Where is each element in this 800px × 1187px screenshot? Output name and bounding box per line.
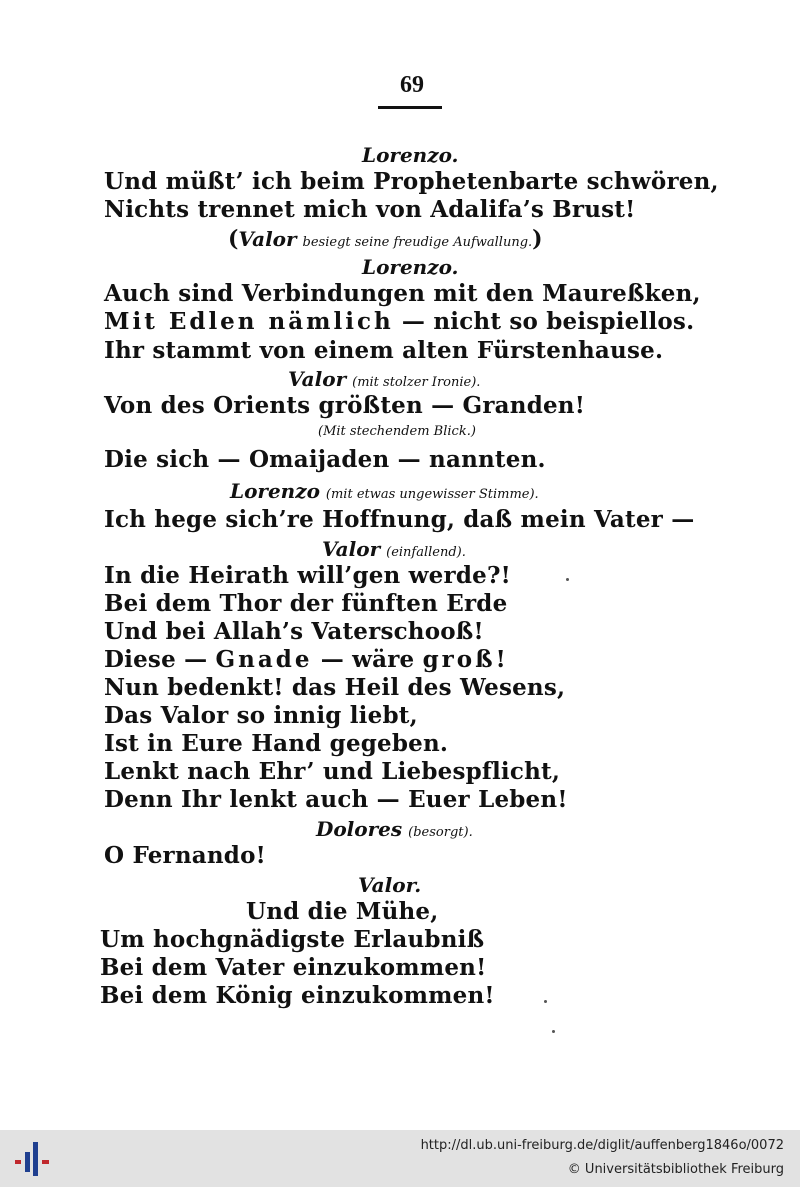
verse-line: Und die Mühe,: [246, 898, 439, 925]
paper-speck: [566, 578, 569, 581]
speaker-name: Valor: [322, 537, 381, 561]
verse-line: O Fernando!: [104, 842, 266, 869]
verse-text: — nicht so beispiellos.: [393, 308, 695, 335]
stage-text: (einfallend).: [386, 545, 466, 560]
verse-line: Und müßt’ ich beim Prophetenbarte schwören,: [104, 168, 719, 195]
verse-text: !: [495, 646, 506, 673]
verse-text: Diese —: [104, 646, 216, 673]
verse-line: Nichts trennet mich von Adalifa’s Brust!: [104, 196, 636, 223]
stage-text: (mit etwas ungewisser Stimme).: [325, 487, 539, 502]
speaker-with-stage: [230, 478, 539, 508]
verse-line: Ich hege sich’re Hoffnung, daß mein Vater —: [104, 506, 695, 533]
verse-line: Denn Ihr lenkt auch — Euer Leben!: [104, 786, 568, 813]
speaker-heading: Lorenzo.: [362, 255, 459, 279]
speaker-name: Dolores: [316, 817, 403, 841]
verse-text: — wäre: [312, 646, 423, 673]
stage-text: besiegt seine freudige Aufwallung.: [302, 235, 533, 250]
verse-line: Und bei Allah’s Vaterschooß!: [104, 618, 484, 645]
verse-line: Ihr stammt von einem alten Fürstenhause.: [104, 337, 664, 364]
verse-line: Die sich — Omaijaden — nannten.: [104, 446, 546, 473]
paper-speck: [544, 1000, 547, 1003]
page-number: 69: [400, 72, 424, 98]
stage-text: (mit stolzer Ironie).: [352, 375, 481, 390]
paper-speck: [552, 1030, 555, 1033]
verse-line: Bei dem König einzukommen!: [100, 982, 495, 1009]
speaker-name: Valor: [288, 367, 347, 391]
verse-line: [104, 646, 506, 674]
bracket-close: ): [532, 226, 543, 252]
verse-line: Bei dem Vater einzukommen!: [100, 954, 487, 981]
speaker-heading: Valor.: [358, 873, 422, 897]
verse-line: [104, 308, 694, 336]
verse-line: Bei dem Thor der fünften Erde: [104, 590, 508, 617]
spaced-text: Gnade: [215, 646, 313, 673]
page-number-rule: [378, 106, 442, 109]
speaker-name: Valor: [238, 227, 297, 251]
spaced-text: Mit Edlen nämlich: [104, 308, 394, 335]
verse-line: Von des Orients größten — Granden!: [104, 392, 586, 419]
verse-line: Auch sind Verbindungen mit den Maureßken,: [104, 280, 701, 307]
stage-direction: (Mit stechendem Blick.): [318, 424, 476, 439]
verse-line: In die Heirath will’gen werde?!: [104, 562, 511, 589]
speaker-name: Lorenzo: [230, 479, 320, 503]
source-url[interactable]: http://dl.ub.uni-freiburg.de/diglit/auffenberg1846o/0072: [420, 1138, 784, 1153]
speaker-heading: Lorenzo.: [362, 143, 459, 167]
viewer-footer: [0, 1130, 800, 1187]
bracket-open: (: [228, 226, 239, 252]
verse-line: Um hochgnädigste Erlaubniß: [100, 926, 485, 953]
stage-direction: [228, 226, 543, 256]
speaker-with-stage: [316, 816, 473, 846]
verse-line: Das Valor so innig liebt,: [104, 702, 418, 729]
spaced-text: groß: [422, 646, 496, 673]
verse-line: Lenkt nach Ehr’ und Liebespflicht,: [104, 758, 561, 785]
ub-freiburg-logo-icon[interactable]: [12, 1138, 52, 1180]
stage-text: (besorgt).: [408, 825, 473, 840]
verse-line: Nun bedenkt! das Heil des Wesens,: [104, 674, 566, 701]
verse-line: Ist in Eure Hand gegeben.: [104, 730, 449, 757]
copyright-notice: © Universitätsbibliothek Freiburg: [567, 1162, 784, 1177]
